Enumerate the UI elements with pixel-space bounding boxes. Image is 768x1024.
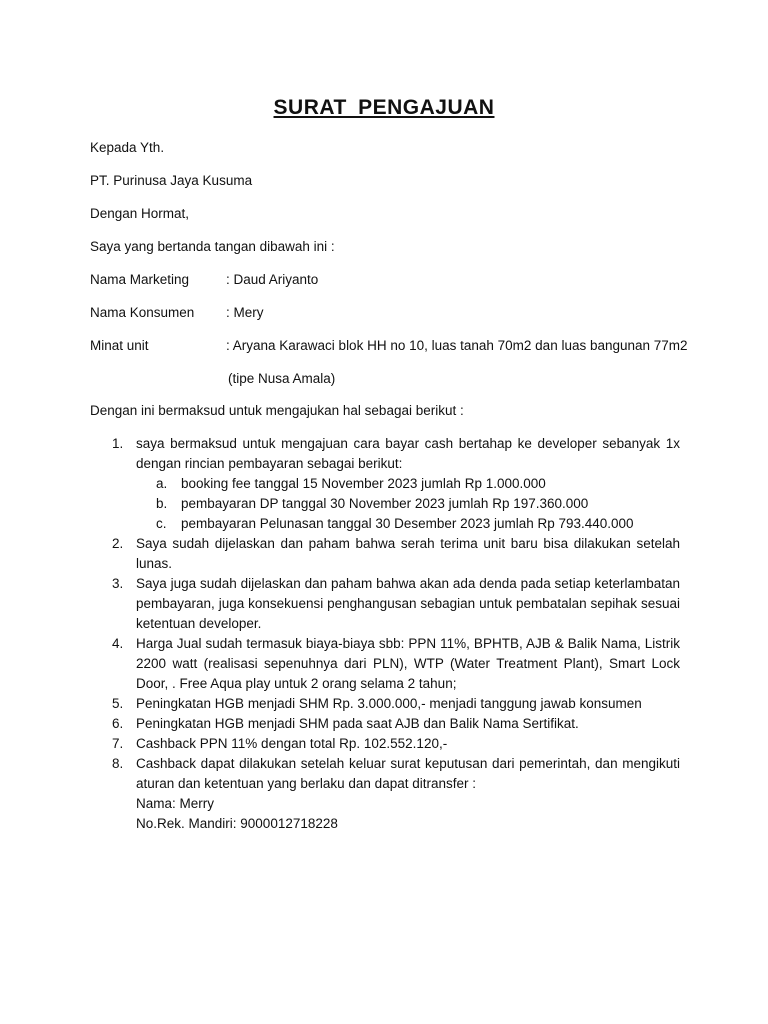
list-item-text: Saya juga sudah dijelaskan dan paham bahwa akan ada denda pada setiap keterlambatan pembayaran, juga konsekuensi penghangusan sebagian untuk pembatalan sepihak sesuai ketentuan developer. [136, 576, 680, 631]
field-label-unit: Minat unit [90, 338, 149, 353]
transfer-account-name: Nama: Merry [136, 796, 215, 811]
list-item-text: Cashback dapat dilakukan setelah keluar surat keputusan dari pemerintah, dan mengikuti aturan dan ketentuan yang berlaku dan dapat ditransfer : [136, 756, 680, 791]
company-name: PT. Purinusa Jaya Kusuma [90, 173, 253, 188]
list-item-text: Saya sudah dijelaskan dan paham bahwa serah terima unit baru bisa dilakukan setelah lunas. [136, 536, 680, 571]
list-number: 6. [112, 716, 124, 731]
list-number: 5. [112, 696, 124, 711]
field-value-marketing: : Daud Ariyanto [226, 272, 319, 287]
list-item [90, 694, 680, 714]
list-number: 1. [112, 436, 124, 451]
field-value-unit: : Aryana Karawaci blok HH no 10, luas tanah 70m2 dan luas bangunan 77m2 [226, 338, 688, 353]
list-item [90, 574, 680, 634]
list-item [90, 534, 680, 574]
salutation: Dengan Hormat, [90, 206, 190, 221]
intro-text: Saya yang bertanda tangan dibawah ini : [90, 239, 335, 254]
sublist-item [136, 514, 680, 534]
sublist-letter: b. [156, 496, 168, 511]
request-list [90, 434, 680, 834]
sublist-letter: c. [156, 516, 167, 531]
field-label-marketing: Nama Marketing [90, 272, 190, 287]
recipient-line: Kepada Yth. [90, 140, 165, 155]
sublist-item-text: booking fee tanggal 15 November 2023 jumlah Rp 1.000.000 [181, 476, 546, 491]
list-number: 2. [112, 536, 124, 551]
sublist-item [136, 474, 680, 494]
transfer-account-number: No.Rek. Mandiri: 9000012718228 [136, 816, 338, 831]
list-number: 8. [112, 756, 124, 771]
sublist-item-text: pembayaran DP tanggal 30 November 2023 jumlah Rp 197.360.000 [181, 496, 589, 511]
list-number: 4. [112, 636, 124, 651]
list-item [90, 434, 680, 534]
list-item-text: saya bermaksud untuk mengajuan cara bayar cash bertahap ke developer sebanyak 1x dengan rincian pembayaran sebagai berikut: [136, 436, 680, 471]
list-item-text: Peningkatan HGB menjadi SHM Rp. 3.000.000,- menjadi tanggung jawab konsumen [136, 696, 642, 711]
list-number: 7. [112, 736, 124, 751]
field-label-konsumen: Nama Konsumen [90, 305, 195, 320]
list-item [90, 634, 680, 694]
list-number: 3. [112, 576, 124, 591]
letter-title: SURAT PENGAJUAN [273, 96, 495, 119]
sublist-letter: a. [156, 476, 168, 491]
list-item-text: Harga Jual sudah termasuk biaya-biaya sbb: PPN 11%, BPHTB, AJB & Balik Nama, Listrik 2200 watt (realisasi sepenuhnya dari PLN), WTP (Water Treatment Plant), Smart Lock Door, . Free Aqua play untuk 2 orang selama 2 tahun; [136, 636, 680, 691]
list-item [90, 734, 680, 754]
payment-sublist [136, 474, 680, 534]
sublist-item [136, 494, 680, 514]
list-item [90, 714, 680, 734]
list-item [90, 754, 680, 834]
list-item-text: Cashback PPN 11% dengan total Rp. 102.552.120,- [136, 736, 448, 751]
purpose-text: Dengan ini bermaksud untuk mengajukan hal sebagai berikut : [90, 403, 464, 418]
list-item-text: Peningkatan HGB menjadi SHM pada saat AJB dan Balik Nama Sertifikat. [136, 716, 579, 731]
unit-type: (tipe Nusa Amala) [228, 371, 336, 386]
sublist-item-text: pembayaran Pelunasan tanggal 30 Desember 2023 jumlah Rp 793.440.000 [181, 516, 634, 531]
field-value-konsumen: : Mery [226, 305, 264, 320]
